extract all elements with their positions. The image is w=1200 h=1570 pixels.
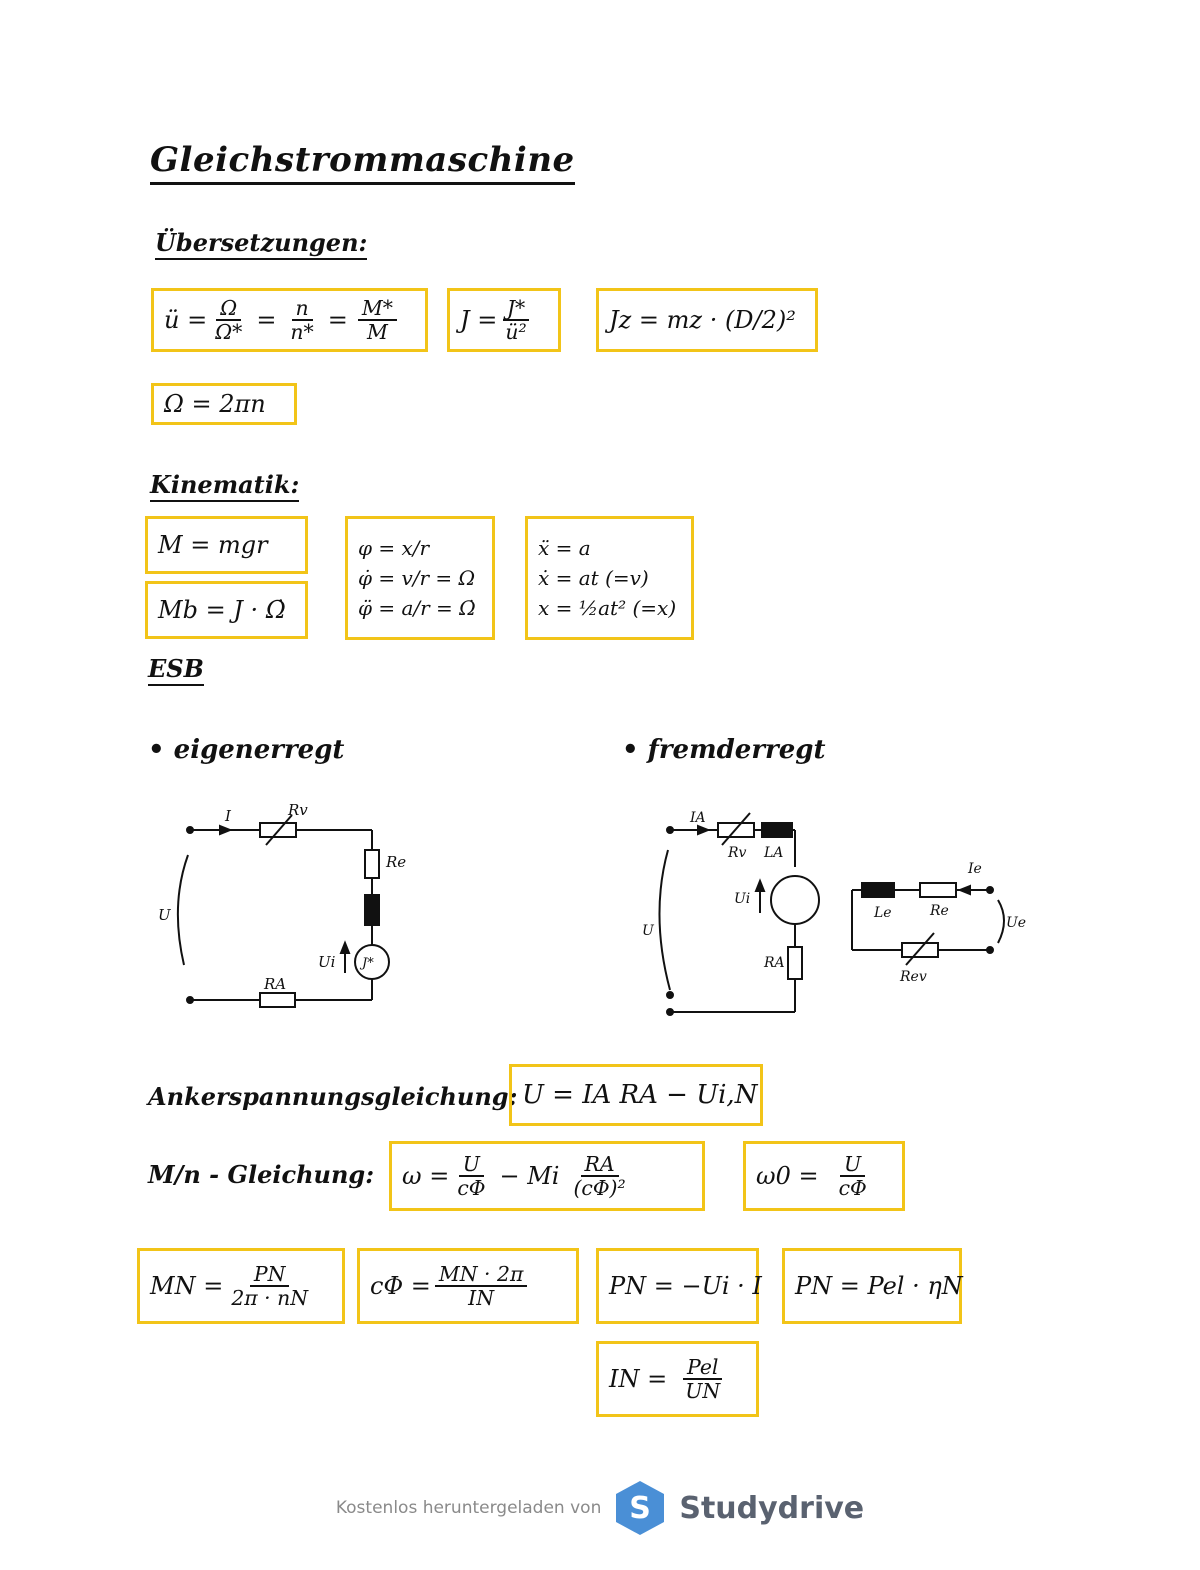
formula-phi-line-3: φ̈ = a/r = Ω̇: [358, 596, 476, 620]
formula-box-omega: Ω = 2πn: [151, 383, 297, 425]
formula-w-f2-num: RA: [581, 1153, 619, 1177]
formula-ue-f1-den: Ω*: [215, 320, 243, 344]
circuit-right-label-ie: Ie: [968, 861, 982, 877]
circuit-right-label-ue: Ue: [1006, 915, 1027, 931]
formula-w-f1-num: U: [459, 1153, 484, 1177]
section-heading-uebersetzungen: Übersetzungen:: [155, 228, 367, 260]
formula-ue-f3-num: M*: [358, 297, 397, 321]
formula-box-mn: [137, 1248, 345, 1324]
formula-box-anker: U = IA RA − Ui,N: [509, 1064, 763, 1126]
formula-phi-line-1: φ = x/r: [358, 536, 430, 560]
label-mn-gleichung: M/n - Gleichung:: [148, 1160, 375, 1189]
circuit-right-label-rv: Rv: [728, 845, 747, 861]
formula-w-lhs: ω =: [402, 1162, 450, 1190]
formula-in-lhs: IN =: [609, 1365, 668, 1393]
formula-mn-lhs: MN =: [150, 1272, 224, 1300]
circuit-right-label-u: U: [642, 923, 654, 939]
formula-in-den: UN: [685, 1379, 721, 1403]
formula-box-phi: [345, 516, 495, 640]
formula-box-m: M = mgr: [145, 516, 308, 574]
formula-phi-line-2: φ̇ = v/r = Ω: [358, 566, 476, 590]
label-fremderregt: • fremderregt: [622, 735, 826, 765]
circuit-left-label-rv: Rv: [288, 801, 308, 819]
section-heading-kinematik: Kinematik:: [150, 470, 299, 502]
formula-mn-num: PN: [250, 1263, 290, 1287]
formula-box-jz: [596, 288, 818, 352]
formula-box-pn-ui: PN = −Ui · I: [596, 1248, 759, 1324]
formula-ue-f3-den: M: [366, 320, 388, 344]
circuit-left-label-ui: Ui: [318, 953, 336, 971]
formula-ue-lhs: ü =: [164, 306, 208, 334]
circuit-left-label-u: U: [158, 906, 171, 924]
circuit-left-label-i: I: [225, 807, 231, 825]
formula-mn-den: 2π · nN: [231, 1286, 309, 1310]
footer-watermark: [0, 1478, 1200, 1538]
footer-text: Kostenlos heruntergeladen von: [335, 1498, 602, 1518]
formula-box-pn-eta: PN = Pel · ηN: [782, 1248, 962, 1324]
formula-jz-rhs: mz · (D/2)²: [666, 306, 796, 334]
formula-box-x: [525, 516, 694, 640]
formula-w-mid: − Mi: [499, 1162, 560, 1190]
formula-j-den: ü²: [505, 320, 527, 344]
formula-w-f1-den: cΦ: [457, 1176, 486, 1200]
circuit-eigenerregt: [140, 795, 440, 1015]
section-heading-esb: ESB: [148, 654, 204, 686]
formula-x-line-3: x = ½at² (=x): [538, 596, 677, 620]
formula-x-line-2: ẋ = at (=v): [538, 566, 649, 590]
circuit-right-label-la: LA: [764, 845, 784, 861]
circuit-left-label-ra: RA: [264, 975, 287, 993]
circuit-right-label-le: Le: [874, 905, 892, 921]
circuit-left-label-re: Re: [386, 853, 407, 871]
page-title: Gleichstrommaschine: [150, 140, 575, 185]
formula-box-mb: Mb = J · Ω̇: [145, 581, 308, 639]
logo-letter: S: [629, 1491, 652, 1526]
formula-ue-f1-num: Ω: [216, 297, 241, 321]
formula-cphi-lhs: cΦ =: [370, 1272, 431, 1300]
formula-j-num: J*: [503, 297, 529, 321]
formula-cphi-den: IN: [468, 1286, 495, 1310]
formula-x-line-1: ẍ = a: [538, 536, 591, 560]
circuit-right-label-ra: RA: [764, 955, 785, 971]
circuit-right-label-rev: Rev: [900, 969, 927, 985]
circuit-fremderregt: [630, 805, 1050, 1025]
formula-box-in: [596, 1341, 759, 1417]
formula-w0-num: U: [840, 1153, 865, 1177]
circuit-right-label-ia: IA: [690, 810, 706, 826]
formula-in-num: Pel: [683, 1356, 722, 1380]
studydrive-logo-icon[interactable]: [611, 1479, 669, 1537]
formula-cphi-num: MN · 2π: [435, 1263, 528, 1287]
formula-box-uebersetzung: ü = $\frac{\Omega}{\Omega*}$ = $\frac{n}{n*}$ = $\frac{M*}{M}$: [151, 288, 428, 352]
footer-brand[interactable]: Studydrive: [679, 1490, 865, 1526]
label-eigenerregt: • eigenerregt: [148, 735, 345, 765]
formula-w-f2-den: (cΦ)²: [573, 1176, 626, 1200]
formula-box-cphi: [357, 1248, 579, 1324]
circuit-right-label-re: Re: [930, 903, 949, 919]
formula-box-j: [447, 288, 561, 352]
formula-jz-lhs: Jz =: [609, 306, 660, 334]
circuit-left-label-motor: J*: [362, 956, 374, 971]
formula-ue-f2-den: n*: [290, 320, 314, 344]
formula-j-lhs: J =: [460, 306, 498, 334]
formula-box-omega-mn: [389, 1141, 705, 1211]
formula-box-omega0: [743, 1141, 905, 1211]
label-ankerspannungsgleichung: Ankerspannungsgleichung:: [148, 1082, 518, 1111]
formula-w0-den: cΦ: [838, 1176, 867, 1200]
formula-w0-lhs: ω0 =: [756, 1162, 819, 1190]
formula-ue-f2-num: n: [292, 297, 313, 321]
circuit-right-label-ui: Ui: [734, 891, 751, 907]
